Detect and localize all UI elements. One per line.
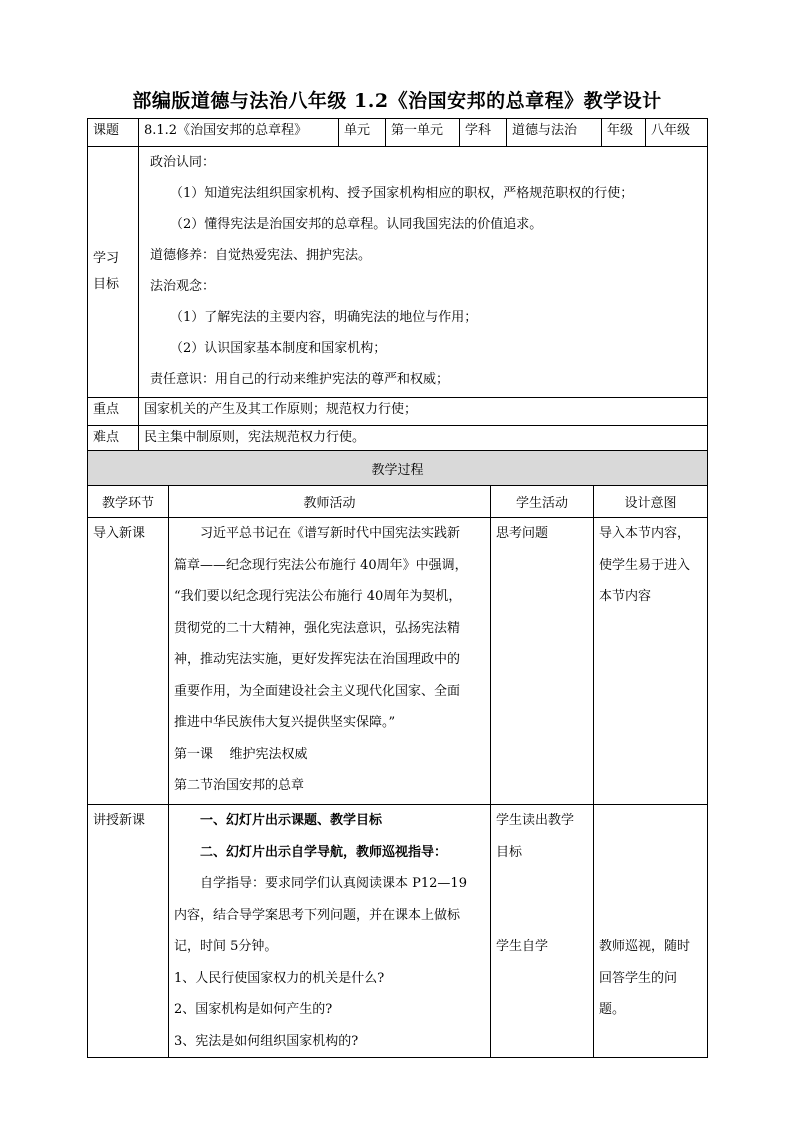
lecture-intent-line <box>599 805 702 837</box>
lesson-value: 8.1.2《治国安邦的总章程》 <box>139 119 339 147</box>
lecture-teacher-line: 内容，结合导学案思考下列问题，并在课本上做标 <box>174 907 461 923</box>
process-table <box>87 450 708 1058</box>
lecture-stage <box>88 805 169 1058</box>
intro-teacher-line: 神，推动宪法实施，更好发挥宪法在治国理政中的 <box>174 652 461 667</box>
unit-label: 单元 <box>339 119 386 147</box>
goal-line: 法治观念： <box>150 279 216 294</box>
intro-teacher-line: 推进中华民族伟大复兴提供坚实保障。” <box>174 715 396 730</box>
intro-teacher-line: 第一课 维护宪法权威 <box>174 746 308 762</box>
subject-value: 道德与法治 <box>507 119 602 147</box>
lecture-intent-line: 教师巡视，随时 <box>599 939 691 954</box>
lecture-teacher-line: 1、人民行使国家权力的机关是什么? <box>174 970 385 986</box>
difficulties-label: 难点 <box>88 426 139 454</box>
lecture-intent-line <box>599 837 702 869</box>
lecture-teacher-line: 2、国家机构是如何产生的? <box>174 1002 333 1017</box>
lecture-teacher-line: 记，时间 5分钟。 <box>174 939 278 954</box>
key-points-row <box>88 398 708 426</box>
intro-intent-line: 本节内容 <box>599 589 652 604</box>
lecture-intent-line <box>599 868 702 900</box>
lesson-row <box>88 119 708 147</box>
process-header-row <box>88 486 708 518</box>
goals-row <box>88 147 708 398</box>
intro-row <box>88 518 708 805</box>
lecture-teacher-line: 3、宪法是如何组织国家机构的? <box>174 1033 359 1049</box>
lecture-student-line: 学生自学 <box>496 939 549 954</box>
lecture-student-line <box>496 900 588 932</box>
goal-line: （2）认识国家基本制度和国家机构； <box>170 341 387 356</box>
grade-label: 年级 <box>602 119 646 147</box>
header-student: 学生活动 <box>491 486 594 518</box>
info-table <box>87 118 708 454</box>
intro-intent-line: 使学生易于进入 <box>599 557 691 573</box>
lecture-teacher <box>169 805 491 1058</box>
goals-label-line-2: 目标 <box>93 277 120 292</box>
lesson-label: 课题 <box>88 119 139 147</box>
lecture-student-line: 目标 <box>496 844 523 860</box>
intro-stage <box>88 518 169 805</box>
grade-value: 八年级 <box>646 119 708 147</box>
document-title: 部编版道德与法治八年级 1.2《治国安邦的总章程》教学设计 <box>132 90 662 112</box>
intro-teacher-line: 第二节治国安邦的总章 <box>174 778 305 793</box>
goal-line: （2）懂得宪法是治国安邦的总章程。认同我国宪法的价值追求。 <box>170 217 543 232</box>
intro-intent-line: 导入本节内容， <box>599 526 691 541</box>
goals-label-line-1: 学习 <box>93 251 120 266</box>
process-title-row <box>88 451 708 486</box>
intro-stage-text: 导入新课 <box>93 526 146 541</box>
lecture-student-line <box>496 868 588 900</box>
intro-teacher-line: 贯彻党的二十大精神，强化宪法意识，弘扬宪法精 <box>174 620 461 636</box>
lecture-student-line: 学生读出教学 <box>496 813 575 828</box>
intro-teacher <box>169 518 491 805</box>
key-points-label: 重点 <box>88 398 139 426</box>
subject-label: 学科 <box>460 119 507 147</box>
intro-teacher-line: 习近平总书记在《谱写新时代中国宪法实践新 <box>200 526 461 541</box>
goal-line: （1）了解宪法的主要内容，明确宪法的地位与作用； <box>170 310 478 325</box>
lecture-intent-line <box>599 900 702 932</box>
lecture-intent-line: 回答学生的问题。 <box>599 970 678 1017</box>
unit-value: 第一单元 <box>386 119 460 147</box>
lecture-stage-text: 讲授新课 <box>93 813 146 828</box>
intro-student-text: 思考问题 <box>496 526 549 541</box>
goal-line: （1）知道宪法组织国家机构、授予国家机构相应的职权，严格规范职权的行使； <box>170 186 634 201</box>
lecture-row <box>88 805 708 1058</box>
lecture-teacher-line: 自学指导：要求同学们认真阅读课本 P12—19 <box>200 876 467 891</box>
goals-content <box>139 147 708 398</box>
difficulties-value: 民主集中制原则，宪法规范权力行使。 <box>139 426 708 454</box>
header-teacher: 教师活动 <box>169 486 491 518</box>
goal-line: 责任意识：用自己的行动来维护宪法的尊严和权威； <box>150 372 450 387</box>
lecture-student <box>491 805 594 1058</box>
goal-line: 道德修养：自觉热爱宪法、拥护宪法。 <box>150 248 372 263</box>
intro-teacher-line: 重要作用，为全面建设社会主义现代化国家、全面 <box>174 683 461 699</box>
intro-teacher-line: 篇章——纪念现行宪法公布施行 40周年》中强调， <box>174 557 468 573</box>
goals-label <box>88 147 139 398</box>
key-points-value: 国家机关的产生及其工作原则；规范权力行使； <box>139 398 708 426</box>
intro-teacher-line: “我们要以纪念现行宪法公布施行 40周年为契机， <box>174 589 462 604</box>
header-stage: 教学环节 <box>88 486 169 518</box>
process-title: 教学过程 <box>88 451 708 486</box>
goal-line: 政治认同： <box>150 155 216 170</box>
lecture-intent <box>594 805 708 1058</box>
lecture-teacher-line: 一、幻灯片出示课题、教学目标 <box>200 813 383 828</box>
intro-intent <box>594 518 708 805</box>
lecture-teacher-line: 二、幻灯片出示自学导航，教师巡视指导： <box>200 844 448 860</box>
header-intent: 设计意图 <box>594 486 708 518</box>
intro-student <box>491 518 594 805</box>
